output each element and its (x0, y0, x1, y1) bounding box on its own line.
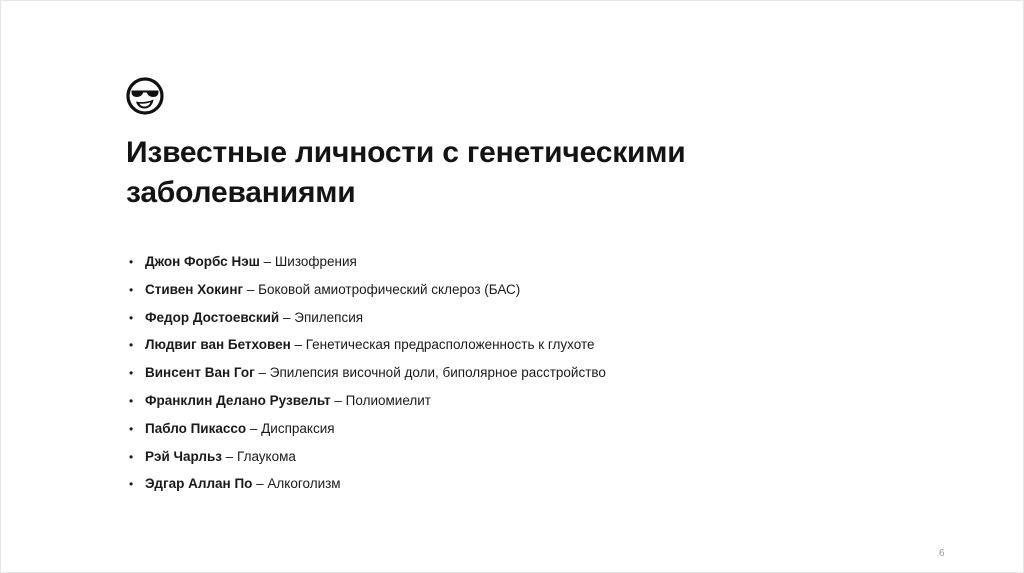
separator: – (330, 392, 346, 408)
condition-text: Эпилепсия (294, 309, 364, 325)
person-name: Рэй Чарльз (145, 448, 222, 464)
separator: – (252, 476, 268, 492)
sunglasses-smiley-icon (125, 76, 165, 116)
list-item (129, 474, 606, 502)
bullet-icon: • (129, 282, 134, 297)
list-item (129, 363, 606, 391)
separator: – (254, 365, 270, 381)
person-name: Стивен Хокинг (145, 281, 244, 297)
condition-text: Полиомиелит (345, 392, 431, 408)
person-name: Джон Форбс Нэш (145, 254, 260, 269)
list-item (129, 280, 606, 308)
bullet-icon: • (129, 449, 134, 464)
person-name: Федор Достоевский (145, 309, 280, 325)
page-title: Известные личности с генетическими заболеваниями (126, 136, 686, 209)
separator: – (290, 337, 306, 353)
separator: – (279, 309, 295, 325)
separator: – (246, 420, 262, 436)
list-item (129, 252, 606, 280)
list-item (129, 419, 606, 447)
list-item (129, 391, 606, 419)
bullet-icon: • (129, 338, 134, 353)
separator: – (259, 254, 275, 269)
person-name: Винсент Ван Гог (145, 365, 255, 381)
bullet-icon: • (129, 477, 134, 492)
bullet-icon: • (129, 255, 134, 269)
list-item (129, 447, 606, 475)
person-name: Людвиг ван Бетховен (145, 337, 291, 353)
bullet-icon: • (129, 421, 134, 436)
condition-text: Глаукома (237, 448, 296, 464)
separator: – (243, 281, 259, 297)
separator: – (222, 448, 238, 464)
condition-text: Эпилепсия височной доли, биполярное расстройство (269, 365, 606, 381)
page-number: 6 (939, 548, 945, 559)
conditions-list (129, 252, 606, 502)
person-name: Эдгар Аллан По (145, 476, 253, 492)
condition-text: Боковой амиотрофический склероз (БАС) (258, 281, 521, 297)
bullet-icon: • (129, 366, 134, 381)
bullet-icon: • (129, 393, 134, 408)
list-item (129, 335, 606, 363)
person-name: Пабло Пикассо (145, 420, 247, 436)
condition-text: Диспраксия (261, 420, 335, 436)
condition-text: Генетическая предрасположенность к глухоте (305, 337, 595, 353)
list-item (129, 308, 606, 336)
condition-text: Шизофрения (274, 254, 357, 269)
condition-text: Алкоголизм (267, 476, 341, 492)
bullet-icon: • (129, 310, 134, 325)
person-name: Франклин Делано Рузвельт (145, 392, 331, 408)
